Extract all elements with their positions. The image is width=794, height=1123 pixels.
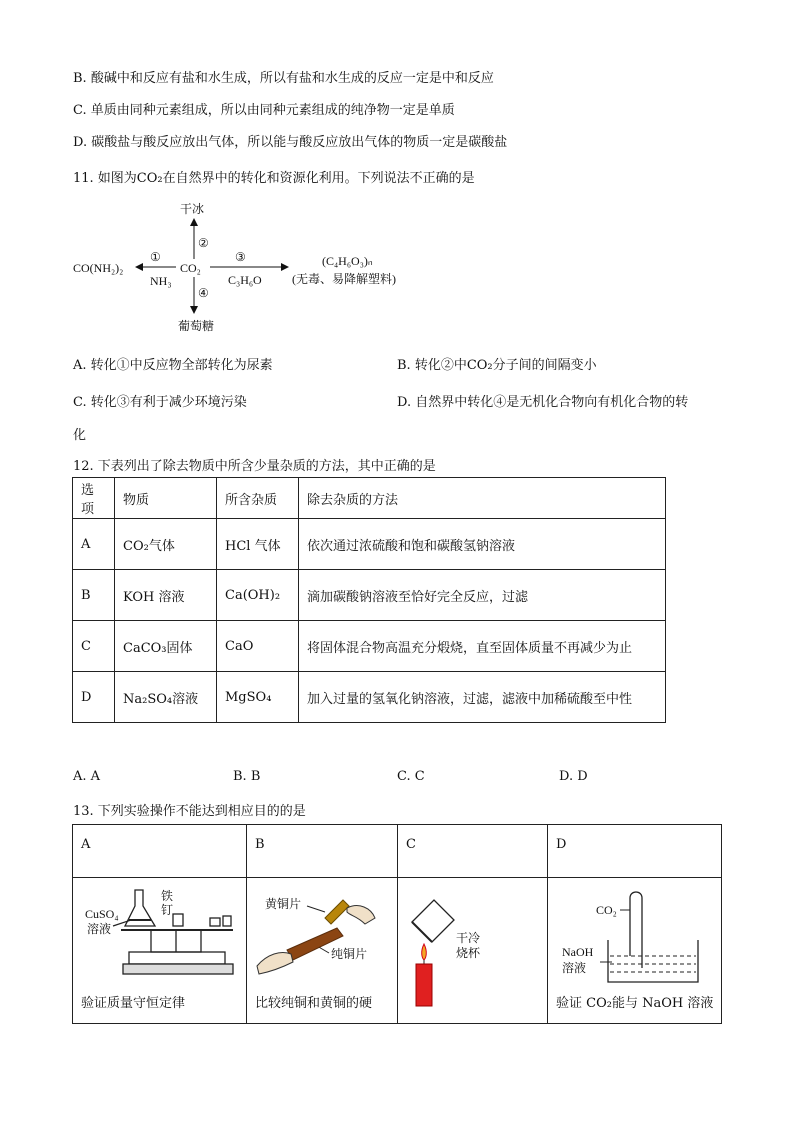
diagram-left: CO(NH₂)₂ xyxy=(73,261,124,275)
q12-answer-d: D. D xyxy=(559,769,588,784)
row-method: 将固体混合物高温充分煅烧，直至固体质量不再减少为止 xyxy=(299,621,666,672)
exp-cell-d xyxy=(548,878,722,1024)
scratch-illustration xyxy=(247,878,398,988)
impurity-table xyxy=(72,477,666,723)
q13-stem: 13. 下列实验操作不能达到相应目的的是 xyxy=(73,804,306,819)
prev-option-c: C. 单质由同种元素组成，所以由同种元素组成的纯净物一定是单质 xyxy=(73,103,455,118)
co2-conversion-diagram xyxy=(60,195,480,340)
row-substance: KOH 溶液 xyxy=(115,570,217,621)
row-impurity: CaO xyxy=(217,621,299,672)
q11-option-c: C. 转化③有利于减少环境污染 xyxy=(73,395,247,410)
table-row xyxy=(73,672,666,723)
q11-option-b: B. 转化②中CO₂分子间的间隔变小 xyxy=(397,358,597,373)
q12-answer-b: B. B xyxy=(233,769,261,784)
num-4: ④ xyxy=(198,286,209,300)
diagram-top: 干冰 xyxy=(180,202,205,216)
co2-naoh-illustration xyxy=(548,878,722,988)
row-option: C xyxy=(73,621,115,672)
label-beaker: 烧杯 xyxy=(456,946,481,960)
balance-illustration xyxy=(73,878,247,988)
label-cuso4: CuSO₄ xyxy=(85,907,119,921)
row-substance: Na₂SO₄溶液 xyxy=(115,672,217,723)
diagram-right-note: (无毒、易降解塑料) xyxy=(292,272,396,286)
q11-stem: 11. 如图为CO₂在自然界中的转化和资源化利用。下列说法不正确的是 xyxy=(73,171,475,186)
label-solution-a: 溶液 xyxy=(87,922,112,936)
exp-header-d: D xyxy=(548,825,722,878)
row-impurity: MgSO₄ xyxy=(217,672,299,723)
row-impurity: Ca(OH)₂ xyxy=(217,570,299,621)
label-copper: 纯铜片 xyxy=(331,947,368,961)
row-option: A xyxy=(73,519,115,570)
label-iron-1: 铁 xyxy=(161,889,174,903)
label-co2: CO₂ xyxy=(596,903,617,917)
label-brass: 黄铜片 xyxy=(265,897,302,911)
label-iron-2: 钉 xyxy=(161,903,174,917)
label-solution-d: 溶液 xyxy=(562,961,587,975)
diagram-center: CO₂ xyxy=(180,261,201,275)
table-row xyxy=(73,621,666,672)
row-method: 滴加碳酸钠溶液至恰好完全反应，过滤 xyxy=(299,570,666,621)
num-2: ② xyxy=(198,236,209,250)
q11-option-a: A. 转化①中反应物全部转化为尿素 xyxy=(73,358,273,373)
reagent-3: C₃H₆O xyxy=(228,273,262,287)
prev-option-d: D. 碳酸盐与酸反应放出气体，所以能与酸反应放出气体的物质一定是碳酸盐 xyxy=(73,135,508,150)
exp-cell-b xyxy=(247,878,398,1024)
q12-answer-a: A. A xyxy=(73,769,101,784)
row-option: D xyxy=(73,672,115,723)
experiment-table xyxy=(72,824,722,1024)
exp-header-b: B xyxy=(247,825,398,878)
row-option: B xyxy=(73,570,115,621)
num-3: ③ xyxy=(235,250,246,264)
caption-b: 比较纯铜和黄铜的硬 xyxy=(255,996,373,1011)
q11-option-d: D. 自然界中转化④是无机化合物向有机化合物的转 xyxy=(397,395,689,410)
label-dry-cold: 干冷 xyxy=(456,931,481,945)
prev-option-b: B. 酸碱中和反应有盐和水生成，所以有盐和水生成的反应一定是中和反应 xyxy=(73,71,494,86)
row-substance: CaCO₃固体 xyxy=(115,621,217,672)
header-method: 除去杂质的方法 xyxy=(299,478,666,519)
row-method: 依次通过浓硫酸和饱和碳酸氢钠溶液 xyxy=(299,519,666,570)
row-substance: CO₂气体 xyxy=(115,519,217,570)
header-substance: 物质 xyxy=(115,478,217,519)
diagram-right: (C₄H₆O₃)ₙ xyxy=(322,254,373,268)
table-row xyxy=(73,519,666,570)
exp-header-a: A xyxy=(73,825,247,878)
diagram-bottom: 葡萄糖 xyxy=(178,319,215,333)
header-impurity: 所含杂质 xyxy=(217,478,299,519)
exp-cell-c xyxy=(398,878,548,1024)
q12-answer-c: C. C xyxy=(397,769,425,784)
reagent-1: NH₃ xyxy=(150,274,172,288)
caption-d: 验证 CO₂能与 NaOH 溶液 xyxy=(556,996,714,1011)
num-1: ① xyxy=(150,250,161,264)
q12-stem: 12. 下表列出了除去物质中所含少量杂质的方法，其中正确的是 xyxy=(73,459,436,474)
table-row xyxy=(73,570,666,621)
candle-illustration xyxy=(398,878,548,1023)
header-option: 选项 xyxy=(73,478,115,519)
table-header-row xyxy=(73,478,666,519)
label-naoh: NaOH xyxy=(562,945,594,959)
exp-cell-a xyxy=(73,878,247,1024)
caption-a: 验证质量守恒定律 xyxy=(81,996,186,1011)
row-impurity: HCl 气体 xyxy=(217,519,299,570)
q11-option-d-continued: 化 xyxy=(73,428,87,443)
exp-header-c: C xyxy=(398,825,548,878)
row-method: 加入过量的氢氧化钠溶液，过滤，滤液中加稀硫酸至中性 xyxy=(299,672,666,723)
